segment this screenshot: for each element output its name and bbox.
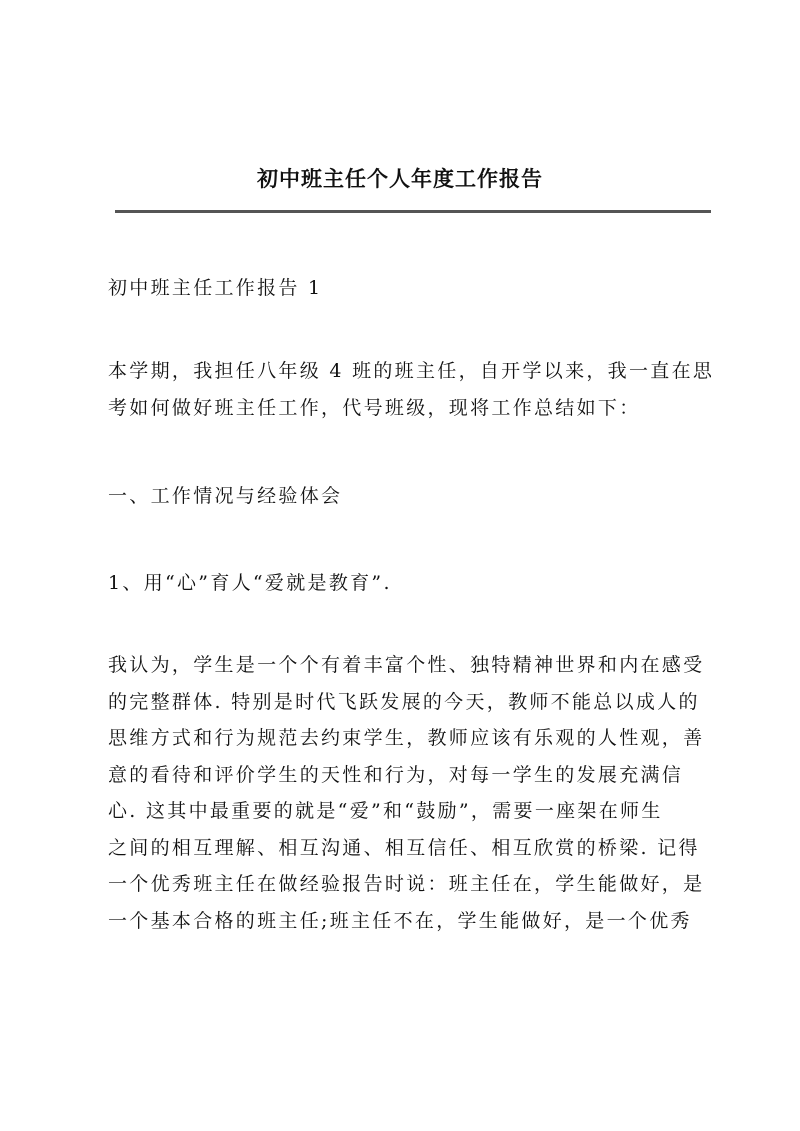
document-title: 初中班主任个人年度工作报告 [257,166,543,191]
body-paragraph [108,647,708,939]
heading-text: 一、工作情况与经验体会 [108,485,343,507]
body-line: 的完整群体. 特别是时代飞跃发展的今天，教师不能总以成人的 [108,690,700,713]
body-line: 思维方式和行为规范去约束学生，教师应该有乐观的人性观，善 [108,727,705,749]
intro-line: 考如何做好班主任工作，代号班级，现将工作总结如下： [108,396,641,419]
title-underline [115,210,711,213]
intro-line: 本学期，我担任八年级 4 班的班主任，自开学以来，我一直在思 [108,360,715,382]
subheading-text: 1、用“心”育人“爱就是教育”. [108,572,392,594]
intro-paragraph [108,353,715,426]
section-title-text: 初中班主任工作报告 1 [108,277,323,299]
subheading-love-education [108,565,708,602]
body-line: 一个优秀班主任在做经验报告时说：班主任在，学生能做好，是 [108,873,705,895]
body-line: 我认为，学生是一个个有着丰富个性、独特精神世界和内在感受 [108,654,705,676]
body-line: 之间的相互理解、相互沟通、相互信任、相互欣赏的桥梁. 记得 [108,836,700,859]
body-line: 一个基本合格的班主任;班主任不在，学生能做好，是一个优秀 [108,909,692,932]
heading-work-experience [108,478,708,515]
body-line: 心. 这其中最重要的就是“爱”和“鼓励”，需要一座架在师生 [108,800,663,822]
section-title [108,270,708,307]
body-line: 意的看待和评价学生的天性和行为，对每一学生的发展充满信 [108,763,684,786]
